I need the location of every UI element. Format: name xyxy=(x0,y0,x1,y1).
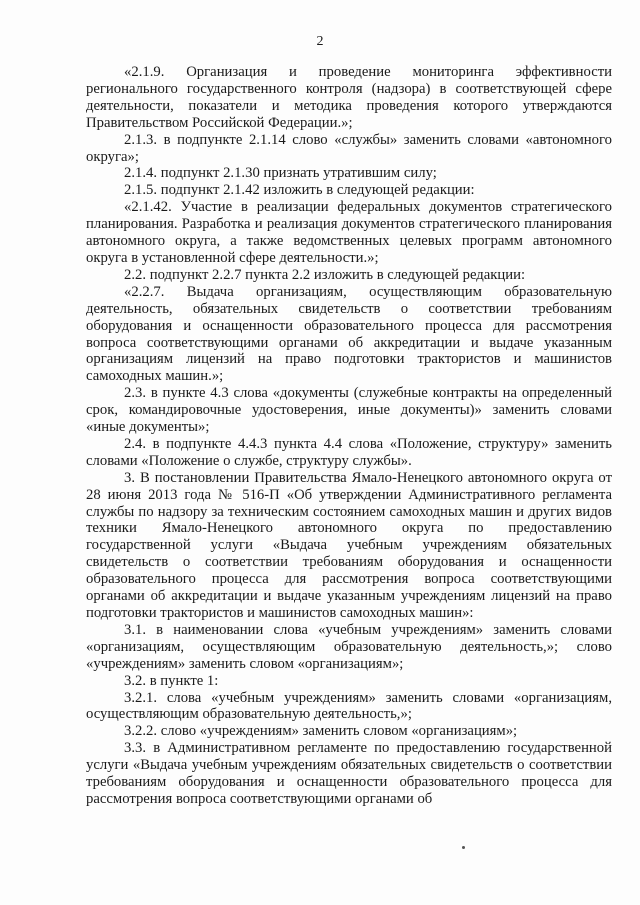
paragraph-2-4: 2.4. в подпункте 4.4.3 пункта 4.4 слова «Положение, структуру» заменить словами «Положение о службе, структуру службы». xyxy=(86,435,612,469)
paragraph-2-1-42: «2.1.42. Участие в реализации федеральных документов стратегического планирования. Разработка и реализация документов стратегического планирования автономного округа, а также ведомственных целевых программ автономного округа в установленной сфере деятельности.»; xyxy=(86,199,612,266)
paragraph-3-1: 3.1. в наименовании слова «учебным учреждениям» заменить словами «организациям, осуществляющим образовательную деятельность,»; слово «учреждениям» заменить словом «организациям»; xyxy=(86,621,612,672)
paragraph-2-2: 2.2. подпункт 2.2.7 пункта 2.2 изложить в следующей редакции: xyxy=(124,266,526,283)
paragraph-3: 3. В постановлении Правительства Ямало-Ненецкого автономного округа от 28 июня 2013 года № 516-П «Об утверждении Административного регламента службы по надзору за техническим состоянием самоходных машин и других видов техники Ямало-Ненецкого автономного округа по предоставлению государственной услуги «Выдача учебным учреждениям обязательных свидетельств о соответствии требованиям оборудования и оснащенности образовательного процесса для рассмотрения вопроса соответствующими органами об аккредитации и выдаче указанным учреждениям лицензий на право подготовки трактористов и машинистов самоходных машин»: xyxy=(86,469,612,621)
paragraph-2-2-7: «2.2.7. Выдача организациям, осуществляющим образовательную деятельность, обязательных свидетельств о соответствии требованиям оборудования и оснащенности образовательного процесса для рассмотрения вопроса соответствующими органами об аккредитации и выдаче указанным организациям лицензий на право подготовки трактористов и машинистов самоходных машин.»; xyxy=(86,283,612,385)
paragraph-2-1-9: «2.1.9. Организация и проведение мониторинга эффективности регионального государственного контроля (надзора) в соответствующей сфере деятельности, показатели и методика проведения которого утверждаются Правительством Российской Федерации.»; xyxy=(86,64,612,131)
paragraph-2-1-5: 2.1.5. подпункт 2.1.42 изложить в следующей редакции: xyxy=(124,182,475,199)
paragraph-3-2: 3.2. в пункте 1: xyxy=(124,672,219,689)
document-body xyxy=(86,64,612,808)
paragraph-3-2-1: 3.2.1. слова «учебным учреждениям» заменить словами «организациям, осуществляющим образовательную деятельность,»; xyxy=(86,689,612,723)
scan-dot-mark xyxy=(462,846,465,849)
paragraph-3-3: 3.3. в Административном регламенте по предоставлению государственной услуги «Выдача учебным учреждениям обязательных свидетельств о соответствии требованиям оборудования и оснащенности образовательного процесса для рассмотрения вопроса соответствующими органами об xyxy=(86,740,612,807)
paragraph-3-2-2: 3.2.2. слово «учреждениям» заменить словом «организациям»; xyxy=(124,723,518,740)
paragraph-2-1-3: 2.1.3. в подпункте 2.1.14 слово «службы» заменить словами «автономного округа»; xyxy=(86,131,612,165)
page-number: 2 xyxy=(316,34,324,49)
paragraph-2-3: 2.3. в пункте 4.3 слова «документы (служебные контракты на определенный срок, командировочные удостоверения, иные документы)» заменить словами «иные документы»; xyxy=(86,385,612,436)
paragraph-2-1-4: 2.1.4. подпункт 2.1.30 признать утратившим силу; xyxy=(124,165,437,182)
